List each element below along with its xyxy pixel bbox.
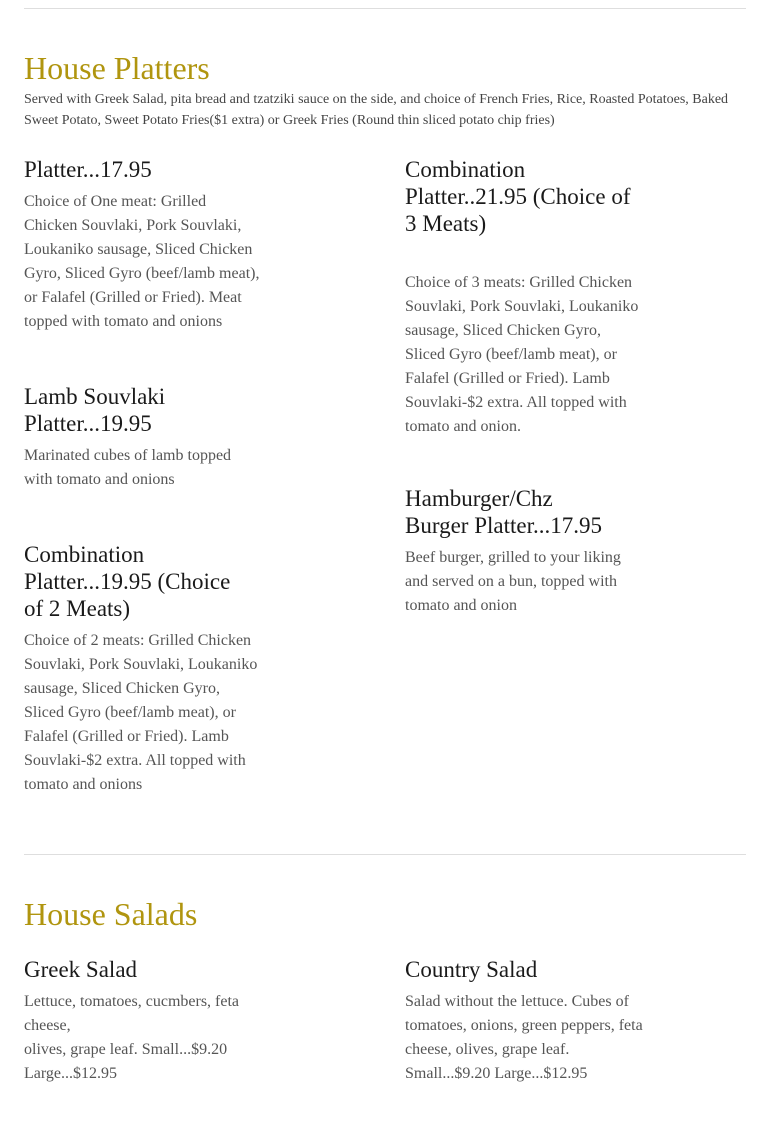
menu-item-title: Combination Platter..21.95 (Choice of 3 Meats) xyxy=(405,157,631,236)
menu-item-country-salad xyxy=(405,956,745,1086)
section-title-house-salads: House Salads xyxy=(24,896,198,932)
menu-item-description: Choice of One meat: Grilled Chicken Souvlaki, Pork Souvlaki, Loukaniko sausage, Sliced Chicken Gyro, Sliced Gyro (beef/lamb meat), or Falafel (Grilled or Fried). Meat topped with tomato and onions xyxy=(24,193,260,330)
menu-item-title: Hamburger/Chz Burger Platter...17.95 xyxy=(405,486,602,538)
menu-item-description: Choice of 2 meats: Grilled Chicken Souvlaki, Pork Souvlaki, Loukaniko sausage, Sliced Chicken Gyro, Sliced Gyro (beef/lamb meat), or Falafel (Grilled or Fried). Lamb Souvlaki-$2 extra. All topped with tomato and onions xyxy=(24,632,258,793)
menu-item-description: Lettuce, tomatoes, cucmbers, feta cheese, olives, grape leaf. Small...$9.20 Large...$12.95 xyxy=(24,993,240,1082)
section-title-house-platters: House Platters xyxy=(24,50,210,86)
menu-item-description: Beef burger, grilled to your liking and served on a bun, topped with tomato and onion xyxy=(405,549,621,614)
menu-item-description: Salad without the lettuce. Cubes of tomatoes, onions, green peppers, feta cheese, olives, grape leaf. Small...$9.20 Large...$12.95 xyxy=(405,993,643,1082)
menu-item-title: Platter...17.95 xyxy=(24,157,152,182)
section-description-house-platters: Served with Greek Salad, pita bread and tzatziki sauce on the side, and choice of French Fries, Rice, Roasted Potatoes, Baked Sweet Potato, Sweet Potato Fries($1 extra) or Greek Fries (Round thin sliced potato chip fries) xyxy=(24,92,729,128)
menu-item-title: Combination Platter...19.95 (Choice of 2 Meats) xyxy=(24,542,231,621)
menu-item-title: Greek Salad xyxy=(24,957,138,982)
menu-item-lamb-souvlaki-platter xyxy=(24,383,354,492)
menu-item-title: Country Salad xyxy=(405,957,538,982)
top-divider xyxy=(24,8,746,9)
menu-item-combination-3-meats xyxy=(405,156,735,439)
section-divider xyxy=(24,854,746,855)
menu-item-hamburger-platter xyxy=(405,485,735,618)
menu-item-title: Lamb Souvlaki Platter...19.95 xyxy=(24,384,166,436)
menu-item-platter xyxy=(24,156,354,334)
menu-item-combination-2-meats xyxy=(24,541,354,797)
menu-item-greek-salad xyxy=(24,956,354,1086)
menu-item-description: Choice of 3 meats: Grilled Chicken Souvlaki, Pork Souvlaki, Loukaniko sausage, Sliced Chicken Gyro, Sliced Gyro (beef/lamb meat), or Falafel (Grilled or Fried). Lamb Souvlaki-$2 extra. All topped with tomato and onion. xyxy=(405,274,639,435)
menu-item-description: Marinated cubes of lamb topped with tomato and onions xyxy=(24,447,232,488)
